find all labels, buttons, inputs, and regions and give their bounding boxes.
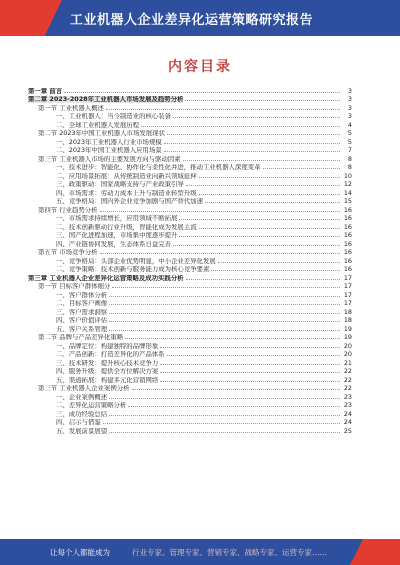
- toc-entry-page: 17: [343, 282, 352, 290]
- toc-leader-dots: [211, 269, 340, 271]
- toc-entry-page: 16: [343, 239, 352, 248]
- toc-entry-page: 16: [343, 205, 352, 214]
- toc-entry[interactable]: [28, 401, 352, 410]
- toc-entry-page: 5: [347, 137, 352, 146]
- toc-leader-dots: [160, 380, 340, 382]
- toc-entry-title: 第四节 行业趋势分析: [38, 206, 98, 214]
- toc-entry[interactable]: [28, 112, 352, 121]
- toc-entry-title: 五、渠道拓展：构建多元化营销网络: [56, 376, 159, 384]
- toc-entry-page: 8: [347, 154, 352, 163]
- toc-entry-title: 五、客户关系管理: [56, 325, 108, 333]
- toc-leader-dots: [167, 354, 340, 356]
- toc-leader-dots: [109, 329, 340, 331]
- toc-leader-dots: [167, 133, 340, 135]
- toc-leader-dots: [64, 91, 340, 93]
- toc-entry-page: 19: [343, 324, 352, 333]
- toc-entry-title: 二、目标客户画像: [56, 300, 108, 307]
- toc-entry-title: 三、成功经验总结: [56, 410, 108, 418]
- toc-entry-title: 一、企业案例概述: [56, 393, 108, 401]
- footer-slogan: 让每个人都能成为: [50, 548, 110, 557]
- toc-entry[interactable]: [28, 137, 352, 146]
- toc-entry-title: 二、技术创新驱动行业升级，智能化成为发展主流: [56, 223, 197, 231]
- toc-entry[interactable]: [28, 290, 352, 299]
- toc-leader-dots: [109, 320, 340, 322]
- table-of-contents: [28, 86, 352, 435]
- toc-entry-page: 22: [343, 367, 352, 375]
- toc-entry-page: 24: [343, 409, 352, 418]
- toc-entry-page: 22: [343, 375, 352, 384]
- toc-entry-title: 一、竞争格局：头部企业优势明显，中小企业差异化发展: [56, 257, 216, 265]
- toc-entry-page: 16: [343, 265, 352, 273]
- toc-leader-dots: [263, 167, 341, 169]
- toc-entry-title: 二、全球工业机器人发展历程: [56, 121, 140, 129]
- toc-entry-page: 20: [343, 350, 352, 358]
- toc-entry-title: 四、启示与借鉴: [56, 419, 101, 426]
- toc-entry[interactable]: [28, 426, 352, 435]
- footer-accent-stripe: [350, 539, 400, 565]
- toc-entry-title: 第三节 工业机器人企业案例分析: [38, 385, 130, 392]
- toc-entry[interactable]: [28, 392, 352, 401]
- toc-leader-dots: [164, 142, 340, 144]
- toc-entry-title: 五、发展前景展望: [56, 427, 108, 435]
- toc-title: 内容目录: [168, 59, 232, 75]
- toc-entry-title: 二、差异化运营策略分析: [56, 402, 127, 409]
- toc-entry[interactable]: [28, 86, 352, 95]
- toc-entry-title: 三、政策驱动：国家战略支持与产业政策引导: [56, 181, 184, 188]
- toc-leader-dots: [160, 346, 340, 348]
- toc-entry-page: 25: [343, 426, 352, 435]
- toc-entry-page: 18: [343, 307, 352, 316]
- toc-entry-title: 第二节 2023年中国工业机器人市场发展现状: [38, 130, 165, 137]
- toc-entry-title: 一、品牌定位：构建独特的品牌形象: [56, 342, 159, 350]
- toc-entry-title: 一、技术进步：智能化、协作化与柔性化并进，推动工业机器人深度变革: [56, 164, 261, 171]
- toc-leader-dots: [109, 414, 340, 416]
- toc-entry-page: 23: [343, 392, 352, 401]
- toc-entry-title: 第五节 市场竞争分析: [38, 249, 98, 256]
- toc-entry-page: 18: [343, 316, 352, 324]
- toc-entry-page: 10: [343, 171, 352, 180]
- toc-entry[interactable]: [28, 273, 352, 282]
- toc-entry[interactable]: [28, 180, 352, 189]
- header-banner: [0, 0, 400, 36]
- toc-leader-dots: [199, 193, 340, 195]
- toc-entry[interactable]: [28, 163, 352, 172]
- toc-entry[interactable]: [28, 367, 352, 376]
- toc-entry-title: 三、技术研发：提升核心技术竞争力: [56, 359, 159, 367]
- toc-entry-title: 一、2023年工业机器人行业市场规模: [56, 138, 162, 146]
- toc-entry-title: 三、客户需求洞察: [56, 308, 108, 316]
- toc-entry-page: 16: [343, 231, 352, 239]
- toc-entry[interactable]: [28, 95, 352, 104]
- toc-entry-title: 四、客户价值评估: [56, 317, 108, 324]
- toc-entry-page: 17: [343, 299, 352, 307]
- footer-banner: [0, 539, 400, 565]
- header-accent-stripe: [0, 0, 62, 36]
- toc-entry-page: 3: [347, 86, 352, 95]
- toc-leader-dots: [173, 116, 340, 118]
- toc-entry[interactable]: [28, 299, 352, 308]
- toc-entry[interactable]: [28, 231, 352, 240]
- toc-entry-title: 一、市场需求持续增长，应用领域不断拓展: [56, 215, 178, 222]
- toc-entry-title: 四、服务升级：提供全方位解决方案: [56, 368, 159, 375]
- toc-entry[interactable]: [28, 248, 352, 257]
- toc-entry[interactable]: [28, 375, 352, 384]
- toc-leader-dots: [160, 371, 340, 373]
- toc-entry-page: 8: [347, 163, 352, 171]
- toc-entry-title: 四、产业链协同发展，生态体系日益完善: [56, 240, 172, 248]
- toc-entry[interactable]: [28, 103, 352, 112]
- toc-leader-dots: [199, 176, 340, 178]
- toc-entry-title: 一、工业机器人：当今制造业的核心装备: [56, 113, 172, 120]
- toc-entry[interactable]: [28, 307, 352, 316]
- toc-entry[interactable]: [28, 418, 352, 427]
- toc-entry-title: 三、国产化进程加速，市场集中度逐步提升: [56, 232, 178, 239]
- toc-entry-title: 二、竞争策略：技术创新与服务能力成为核心竞争要素: [56, 266, 210, 273]
- toc-leader-dots: [160, 363, 340, 365]
- toc-leader-dots: [109, 431, 340, 433]
- toc-entry[interactable]: [28, 188, 352, 197]
- toc-leader-dots: [125, 337, 340, 339]
- toc-entry[interactable]: [28, 350, 352, 359]
- toc-leader-dots: [186, 184, 340, 186]
- toc-leader-dots: [205, 201, 340, 203]
- toc-entry[interactable]: [28, 197, 352, 206]
- toc-entry[interactable]: [28, 256, 352, 265]
- toc-entry[interactable]: [28, 146, 352, 155]
- toc-entry-title: 二、应用场景拓展：从传统制造业向新兴领域延伸: [56, 172, 197, 180]
- toc-entry-page: 17: [343, 290, 352, 299]
- toc-leader-dots: [186, 278, 340, 280]
- toc-leader-dots: [109, 303, 340, 305]
- toc-entry-page: 24: [343, 418, 352, 426]
- toc-leader-dots: [112, 286, 340, 288]
- toc-entry-page: 3: [347, 95, 352, 103]
- toc-entry-page: 16: [343, 222, 352, 231]
- toc-leader-dots: [106, 108, 340, 110]
- toc-entry-title: 第一节 工业机器人概述: [38, 104, 104, 112]
- toc-entry[interactable]: [28, 324, 352, 333]
- toc-entry-title: 第一节 目标客户群体细分: [38, 283, 111, 290]
- toc-entry[interactable]: [28, 171, 352, 180]
- toc-entry[interactable]: [28, 239, 352, 248]
- toc-entry-page: 16: [343, 256, 352, 265]
- toc-entry-page: 3: [347, 112, 352, 120]
- toc-entry-title: 第二节 品牌与产品差异化策略: [38, 334, 124, 341]
- toc-entry-title: 四、市场需求：劳动力成本上升与制造业转型升级: [56, 189, 197, 197]
- toc-entry-page: 23: [343, 401, 352, 409]
- toc-entry[interactable]: [28, 316, 352, 325]
- toc-entry[interactable]: [28, 129, 352, 138]
- toc-entry[interactable]: [28, 333, 352, 342]
- toc-entry-page: 21: [343, 358, 352, 367]
- toc-entry-page: 7: [347, 146, 352, 154]
- toc-entry[interactable]: [28, 282, 352, 291]
- toc-entry-title: 二、产品创新：打造差异化的产品体系: [56, 351, 165, 358]
- toc-leader-dots: [164, 150, 340, 152]
- toc-leader-dots: [141, 125, 340, 127]
- toc-entry-title: 二、2023年中国工业机器人应用场景: [56, 147, 162, 154]
- toc-entry-title: 第三节 工业机器人市场的主要发展方向与驱动因素: [38, 155, 181, 163]
- toc-leader-dots: [199, 227, 340, 229]
- toc-leader-dots: [109, 397, 340, 399]
- toc-leader-dots: [128, 405, 340, 407]
- toc-leader-dots: [100, 210, 340, 212]
- toc-leader-dots: [109, 312, 340, 314]
- toc-entry-page: 5: [347, 129, 352, 137]
- toc-leader-dots: [179, 218, 340, 220]
- toc-entry[interactable]: [28, 214, 352, 223]
- toc-entry[interactable]: [28, 222, 352, 231]
- toc-entry[interactable]: [28, 120, 352, 129]
- toc-leader-dots: [100, 252, 340, 254]
- toc-leader-dots: [109, 295, 340, 297]
- toc-entry-title: 第一章 前言: [28, 87, 63, 95]
- toc-entry-page: 4: [347, 120, 352, 129]
- toc-entry[interactable]: [28, 358, 352, 367]
- toc-leader-dots: [179, 235, 340, 237]
- toc-leader-dots: [185, 99, 340, 101]
- toc-entry-title: 五、竞争格局：国内外企业竞争加剧与国产替代加速: [56, 198, 203, 205]
- toc-entry[interactable]: [28, 205, 352, 214]
- toc-entry-page: 20: [343, 341, 352, 350]
- footer-tags: 行业专家、管理专家、营销专家、战略专家、运营专家……: [132, 548, 327, 557]
- toc-entry-page: 14: [343, 188, 352, 197]
- toc-entry-page: 16: [343, 248, 352, 256]
- toc-leader-dots: [218, 261, 340, 263]
- toc-entry[interactable]: [28, 409, 352, 418]
- toc-entry-title: 第二章 2023-2028年工业机器人市场发展及趋势分析: [28, 96, 184, 103]
- toc-entry-page: 16: [343, 214, 352, 222]
- toc-entry[interactable]: [28, 341, 352, 350]
- toc-entry-page: 3: [347, 103, 352, 112]
- toc-leader-dots: [103, 422, 340, 424]
- toc-entry-title: 第三章 工业机器人企业差异化运营策略及成功实践分析: [28, 274, 184, 282]
- toc-entry-page: 12: [343, 180, 352, 188]
- toc-entry[interactable]: [28, 384, 352, 393]
- toc-leader-dots: [132, 388, 341, 390]
- toc-leader-dots: [173, 244, 340, 246]
- toc-entry-page: 17: [343, 273, 352, 282]
- toc-entry-page: 22: [343, 384, 352, 392]
- toc-entry-page: 15: [343, 197, 352, 205]
- toc-leader-dots: [183, 159, 340, 161]
- report-title: 工业机器人企业差异化运营策略研究报告: [70, 13, 314, 28]
- toc-entry[interactable]: [28, 154, 352, 163]
- toc-entry[interactable]: [28, 265, 352, 274]
- toc-entry-page: 19: [343, 333, 352, 341]
- toc-entry-title: 一、客户群体分析: [56, 291, 108, 299]
